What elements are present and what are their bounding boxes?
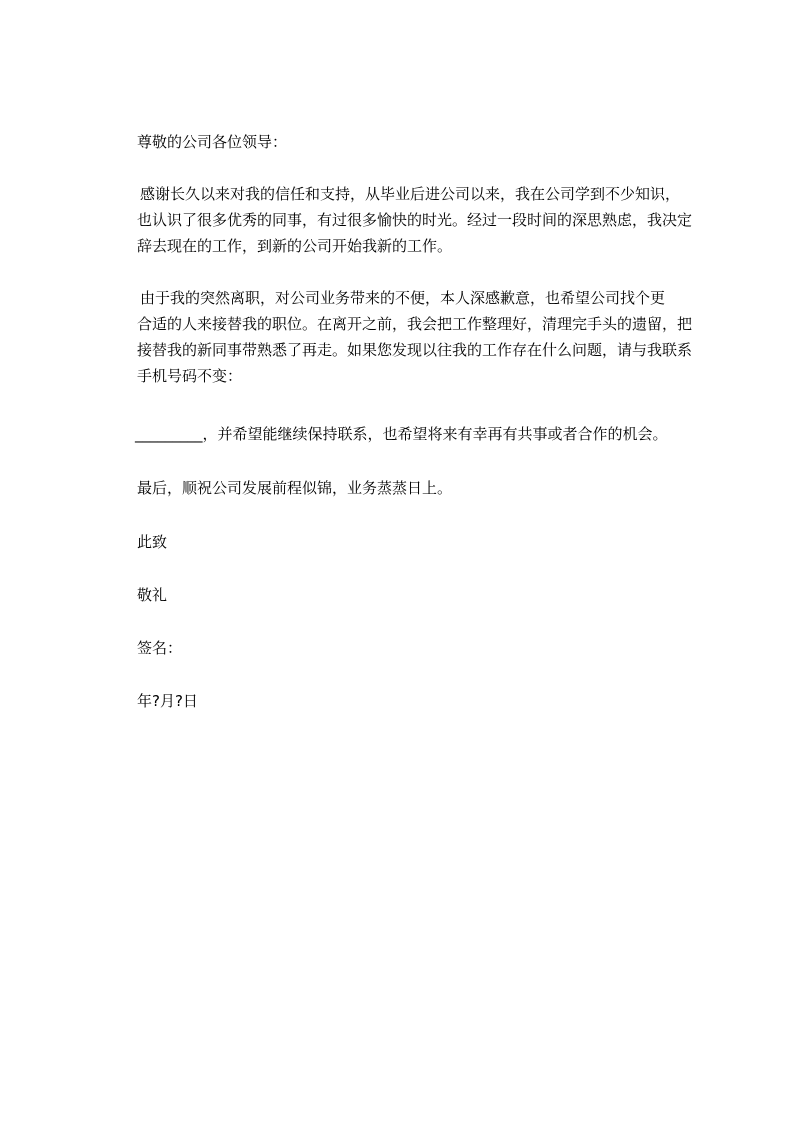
paragraph-2-line-2: 合适的人来接替我的职位。在离开之前，我会把工作整理好，清理完手头的遗留，把 [137,315,693,333]
contact-line: _________，并希望能继续保持联系，也希望将来有幸再有共事或者合作的机会。 [135,425,668,443]
paragraph-2-line-1: 由于我的突然离职，对公司业务带来的不便，本人深感歉意，也希望公司找个更 [140,289,666,307]
closing-jing-li: 敬礼 [137,586,168,604]
paragraph-2-line-4: 手机号码不变： [137,367,243,385]
wishes-line: 最后，顺祝公司发展前程似锦，业务蒸蒸日上。 [137,479,453,497]
greeting: 尊敬的公司各位领导： [137,133,288,151]
paragraph-1-line-3: 辞去现在的工作，到新的公司开始我新的工作。 [137,237,453,255]
paragraph-1-line-2: 也认识了很多优秀的同事，有过很多愉快的时光。经过一段时间的深思熟虑，我决定 [137,211,693,229]
date-line: 年?月?日 [137,692,198,710]
paragraph-2-line-3: 接替我的新同事带熟悉了再走。如果您发现以往我的工作存在什么问题，请与我联系 [137,341,693,359]
paragraph-1-line-1: 感谢长久以来对我的信任和支持，从毕业后进公司以来，我在公司学到不少知识， [140,185,681,203]
closing-ci-zhi: 此致 [137,533,168,551]
signature-label: 签名： [137,639,183,657]
